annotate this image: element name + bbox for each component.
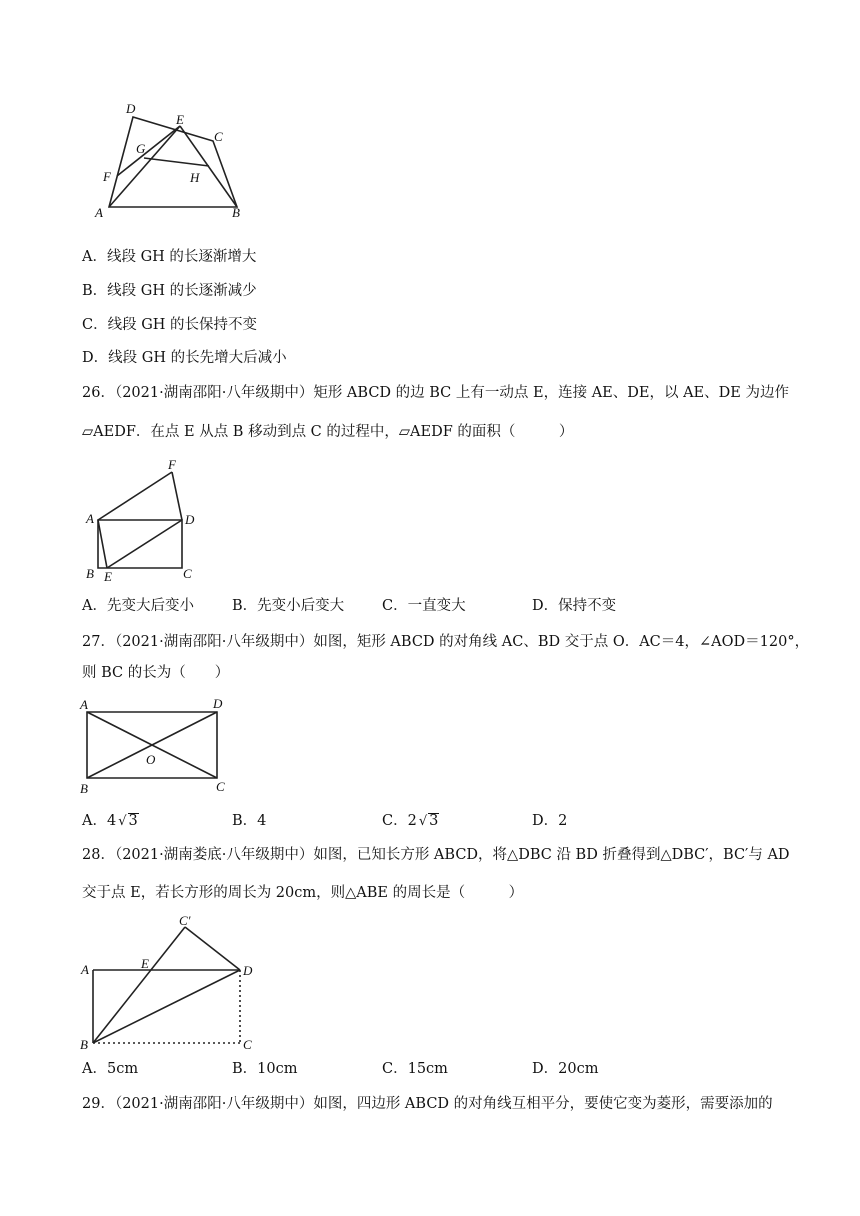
q28-stem-line1: 28．（2021·湖南娄底·八年级期中）如图，已知长方形 ABCD，将△DBC 沿 BD 折叠得到△DBC′，BC′与 AD <box>82 847 790 863</box>
q25-option-c: C．线段 GH 的长保持不变 <box>82 317 258 333</box>
q25-label-e: E <box>176 112 184 127</box>
q25-label-b: B <box>232 205 240 220</box>
q27-stem-line2: 则 BC 的长为（ ） <box>82 665 230 681</box>
q26-option-b: B．先变小后变大 <box>232 598 345 614</box>
q27-option-b: B．4 <box>232 813 267 829</box>
q25-option-b: B．线段 GH 的长逐渐减少 <box>82 283 257 299</box>
q27-label-a: A <box>80 697 88 712</box>
q26-option-d: D．保持不变 <box>532 598 617 614</box>
q26-option-a: A．先变大后变小 <box>82 598 194 614</box>
q28-diagonal-bd <box>93 970 240 1043</box>
q25-label-f: F <box>103 169 111 184</box>
q25-label-c: C <box>214 129 223 144</box>
q28-fold-bc1 <box>93 927 185 1043</box>
q25-option-d: D．线段 GH 的长先增大后减小 <box>82 350 287 366</box>
q28-option-b: B．10cm <box>232 1061 298 1077</box>
q28-label-c1: C′ <box>179 913 191 928</box>
q25-label-h: H <box>190 170 200 185</box>
q27-option-d: D．2 <box>532 813 568 829</box>
q29-stem-line1: 29．（2021·湖南邵阳·八年级期中）如图，四边形 ABCD 的对角线互相平分，要使它变为菱形，需要添加的 <box>82 1096 773 1112</box>
q26-label-c: C <box>183 566 192 581</box>
q27-label-o: O <box>146 752 156 767</box>
q26-label-d: D <box>185 512 195 527</box>
q25-label-a: A <box>95 205 103 220</box>
q26-stem-line1: 26．（2021·湖南邵阳·八年级期中）矩形 ABCD 的边 BC 上有一动点 E，连接 AE、DE，以 AE、DE 为边作 <box>82 385 789 401</box>
q25-label-g: G <box>136 141 146 156</box>
q28-label-c: C <box>243 1037 252 1052</box>
q28-option-c: C．15cm <box>382 1061 448 1077</box>
q26-label-f: F <box>168 457 176 472</box>
q28-label-b: B <box>80 1037 88 1052</box>
q25-label-d: D <box>126 101 136 116</box>
q28-option-a: A．5cm <box>82 1061 139 1077</box>
q27-stem-line1: 27．（2021·湖南邵阳·八年级期中）如图，矩形 ABCD 的对角线 AC、BD 交于点 O．AC＝4，∠AOD＝120°， <box>82 634 810 650</box>
q27-label-c: C <box>216 779 225 794</box>
q28-fold-c1d <box>185 927 240 970</box>
q27-option-a: A．4 √ 3 <box>82 813 138 829</box>
q28-option-d: D．20cm <box>532 1061 599 1077</box>
q25-option-a: A．线段 GH 的长逐渐增大 <box>82 249 257 265</box>
q26-stem-line2: ▱AEDF．在点 E 从点 B 移动到点 C 的过程中，▱AEDF 的面积（ ） <box>82 424 574 440</box>
q28-stem-line2: 交于点 E，若长方形的周长为 20cm，则△ABE 的周长是（ ） <box>82 885 524 901</box>
q26-label-e: E <box>104 569 112 584</box>
q26-option-c: C．一直变大 <box>382 598 466 614</box>
q28-label-a: A <box>81 962 89 977</box>
q26-label-b: B <box>86 566 94 581</box>
q27-option-c: C．2 √ 3 <box>382 813 439 829</box>
q28-label-d: D <box>243 963 253 978</box>
q27-label-d: D <box>213 696 223 711</box>
q27-option-a-radicand: 3 <box>128 813 138 829</box>
q27-option-c-radicand: 3 <box>429 813 439 829</box>
q26-label-a: A <box>86 511 94 526</box>
q27-label-b: B <box>80 781 88 796</box>
q28-label-e: E <box>141 956 149 971</box>
